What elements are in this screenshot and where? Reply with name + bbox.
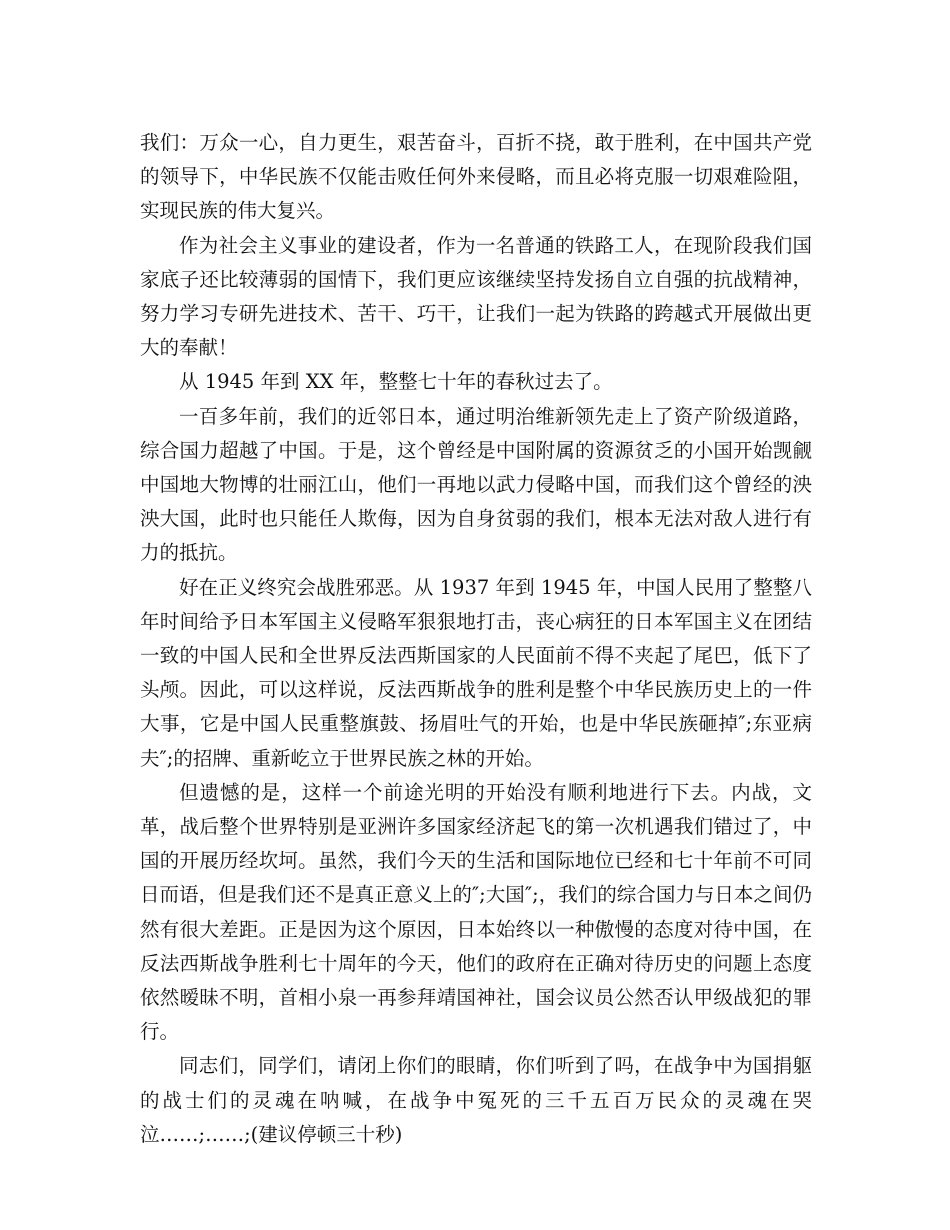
paragraph-5: 好在正义终究会战胜邪恶。从 1937 年到 1945 年，中国人民用了整整八年时间给予日本军国主义侵略军狠狠地打击，丧心病狂的日本军国主义在团结一致的中国人民和全世界反法西斯国家的人民面前不得不夹起了尾巴，低下了头颅。因此，可以这样说，反法西斯战争的胜利是整个中华民族历史上的一件大事，它是中国人民重整旗鼓、扬眉吐气的开始，也是中华民族砸掉″;东亚病夫″;的招牌、重新屹立于世界民族之林的开始。 (140, 575, 812, 770)
paragraph-4: 一百多年前，我们的近邻日本，通过明治维新领先走上了资产阶级道路，综合国力超越了中国。于是，这个曾经是中国附属的资源贫乏的小国开始觊觎中国地大物博的壮丽江山，他们一再地以武力侵略中国，而我们这个曾经的泱泱大国，此时也只能任人欺侮，因为自身贫弱的我们，根本无法对敌人进行有力的抵抗。 (140, 404, 812, 565)
paragraph-7: 同志们，同学们，请闭上你们的眼睛，你们听到了吗，在战争中为国捐躯的战士们的灵魂在呐喊，在战争中冤死的三千五百万民众的灵魂在哭泣……;……;(建议停顿三十秒) (140, 1054, 812, 1146)
paragraph-1: 我们：万众一心，自力更生，艰苦奋斗，百折不挠，敢于胜利，在中国共产党的领导下，中华民族不仅能击败任何外来侵略，而且必将克服一切艰难险阻，实现民族的伟大复兴。 (140, 131, 812, 223)
document-body (140, 126, 812, 1152)
paragraph-3: 从 1945 年到 XX 年，整整七十年的春秋过去了。 (179, 370, 613, 394)
paragraph-2: 作为社会主义事业的建设者，作为一名普通的铁路工人，在现阶段我们国家底子还比较薄弱的国情下，我们更应该继续坚持发扬自立自强的抗战精神，努力学习专研先进技术、苦干、巧干，让我们一起为铁路的跨越式开展做出更大的奉献！ (140, 233, 812, 360)
paragraph-6: 但遗憾的是，这样一个前途光明的开始没有顺利地进行下去。内战，文革，战后整个世界特别是亚洲许多国家经济起飞的第一次机遇我们错过了，中国的开展历经坎坷。虽然，我们今天的生活和国际地位已经和七十年前不可同日而语，但是我们还不是真正意义上的″;大国″;，我们的综合国力与日本之间仍然有很大差距。正是因为这个原因，日本始终以一种傲慢的态度对待中国，在反法西斯战争胜利七十周年的今天，他们的政府在正确对待历史的问题上态度依然暧昧不明，首相小泉一再参拜靖国神社，国会议员公然否认甲级战犯的罪行。 (140, 780, 812, 1044)
